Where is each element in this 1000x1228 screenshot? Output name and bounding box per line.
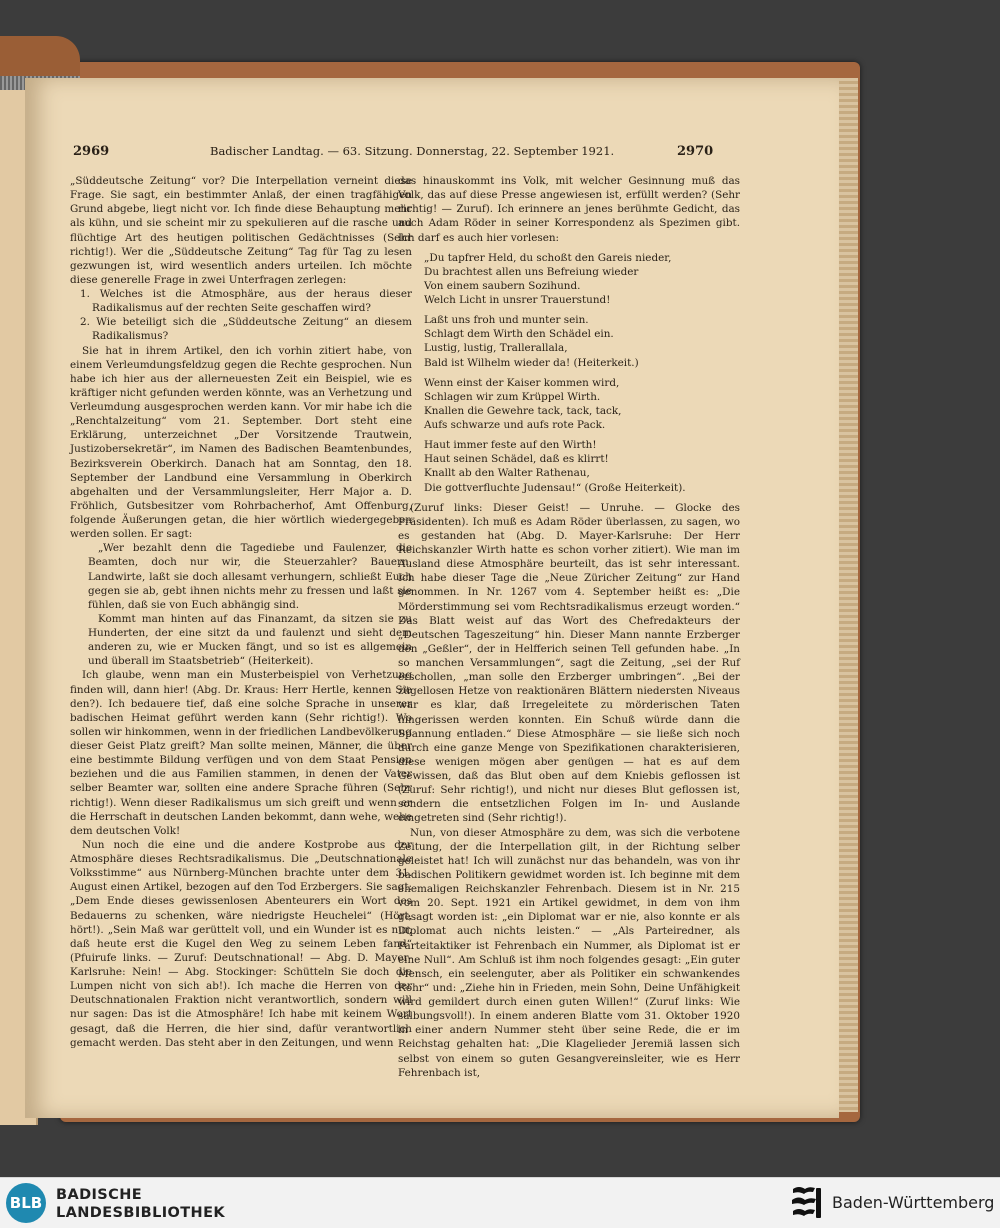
poem-line: Von einem saubern Sozihund. [424,279,581,292]
poem-line: Knallt ab den Walter Rathenau, [424,467,590,480]
footer-bar [0,1177,1000,1228]
poem-line: Haut seinen Schädel, daß es klirrt! [424,453,609,466]
paragraph: Nun noch die eine und die andere Kostprobe aus der Atmosphäre dieses Rechtsradikalismus. Die „Deutschnationale Volksstimme“ aus Nürnberg-München brachte unter dem 31. August einen Artikel, bezogen auf den Tod Erzbergers. Sie sagt: „Dem Ende dieses gewissenlosen Abenteurers ein Wort des Bedauerns zu schenken, wäre niedrigste Heuchelei“ (Hört, hört!). „Sein Maß war gerüttelt voll, und ein Wunder ist es nur, daß heute erst die Kugel den Weg zu seinem Leben fand“ (Pfuirufe links. — Zuruf: Deutschnational! — Abg. D. Mayer-Karlsruhe: Nein! — Abg. Stockinger: Schütteln Sie doch die Lumpen nicht von sich ab!). Ich mache die Herren von der Deutschnationalen Fraktion nicht verantwortlich, sondern will nur sagen: Das ist die Atmosphäre! Ich habe mit keinem Wort gesagt, daß die Herren, die hier sind, dafür verantwortlich gemacht werden. Das steht aber in den Zeitungen, und wenn [70,838,412,1049]
poem [398,251,740,495]
text-column-right [398,174,740,1080]
poem-line: Laßt uns froh und munter sein. [424,314,589,327]
poem-line: „Du tapfrer Held, du schoßt den Gareis nieder, [424,251,672,264]
numbered-question: 2. Wie beteiligt sich die „Süddeutsche Zeitung“ an diesem Radikalismus? [80,316,412,343]
poem-line: Knallen die Gewehre tack, tack, tack, [424,404,622,417]
baden-wuerttemberg-lions-icon [790,1184,824,1222]
library-name-line2: LANDESBIBLIOTHEK [56,1205,226,1221]
paragraph: das hinauskommt ins Volk, mit welcher Gesinnung muß das Volk, das auf diese Presse angewiesen ist, erfüllt werden? (Sehr richtig! — Zuruf). Ich erinnere an jenes berühmte Gedicht, das auch Adam Röder in seiner Korrespondenz als Spezimen gibt. Ich darf es auch hier vorlesen: [398,175,740,244]
paragraph: (Zuruf links: Dieser Geist! — Unruhe. — Glocke des Präsidenten). Ich muß es Adam Röder überlassen, zu sagen, wo es gestanden hat (Abg. D. Mayer-Karlsruhe: Der Herr Reichskanzler Wirth hatte es schon vorher zitiert). Wie man im Ausland diese Atmosphäre beurteilt, das ist sehr interessant. Ich habe dieser Tage die „Neue Züricher Zeitung“ zur Hand genommen. In Nr. 1267 vom 4. September heißt es: „Die Mörderstimmung sei vom Rechtsradikalismus erzeugt worden.“ Das Blatt weist auf das Wort des Chefredakteurs der „Deutschen Tageszeitung“ hin. Dieser Mann nannte Erzberger den „Geßler“, der in Helfferich seinen Tell gefunden habe. „In so manchen Versammlungen“, sagt die Zeitung, „sei der Ruf erschollen, „man solle den Erzberger umbringen“. „Bei der zügellosen Hetze von reaktionären Blättern niedersten Niveaus war es klar, daß Irregeleitete zu mörderischen Taten hingerissen werden konnten. Ein Schuß würde dann die Spannung entladen.“ Diese Atmosphäre — sie ließe sich noch durch eine ganze Menge von Spezifikationen charakterisieren, diese wenigen mögen aber genügen — hat es auf dem Gewissen, daß das Blut oben auf dem Kniebis geflossen ist (Zuruf: Sehr richtig!), und nicht nur dieses Blut geflossen ist, sondern die entsetzlichen Folgen im In- und Auslande eingetreten sind (Sehr richtig!). [398,501,740,825]
text-column-left [70,174,412,1050]
state-name: Baden-Württemberg [832,1193,995,1212]
paragraph: Sie hat in ihrem Artikel, den ich vorhin zitiert habe, von einem Verleumdungsfeldzug gegen die Rechte gesprochen. Nun habe ich hier aus der allerneuesten Zeit ein Beispiel, wie es kräftiger nicht gefunden werden könnte, was an Verhetzung und Verleumdung ausgesprochen werden kann. Vor mir habe ich die „Renchtalzeitung“ vom 21. September. Dort steht eine Erklärung, unterzeichnet „Der Vorsitzende Trautwein, Justizobersekretär“, im Namen des Badischen Beamtenbundes, Bezirksverein Oberkirch. Danach hat am Sonntag, den 18. September der Landbund eine Versammlung in Oberkirch abgehalten und der Versammlungsleiter, Herr Major a. D. Fröhlich, Gutsbesitzer vom Rohrbacherhof, Amt Offenburg, folgende Äußerungen getan, die hier wörtlich wiedergegeben werden sollen. Er sagt: [70,344,412,541]
poem-stanza [424,376,740,433]
poem-line: Bald ist Wilhelm wieder da! (Heiterkeit.) [424,356,639,369]
book-page [25,78,839,1118]
blb-logo[interactable]: BLB [6,1183,46,1223]
paragraph: „Süddeutsche Zeitung“ vor? Die Interpellation verneint diese Frage. Sie sagt, ein bestimmter Anlaß, der einen tragfähigen Grund abgebe, liegt nicht vor. Ich finde diese Behauptung mehr als kühn, und sie scheint mir zu spekulieren auf die rasche und flüchtige Art des heutigen politischen Gedächtnisses (Sehr richtig!). Wer die „Süddeutsche Zeitung“ Tag für Tag zu lesen gezwungen ist, wird wesentlich anders urteilen. Ich möchte diese generelle Frage in zwei Unterfragen zerlegen: [70,175,412,286]
poem-line: Lustig, lustig, Trallerallala, [424,342,568,355]
poem-line: Die gottverfluchte Judensau!“ (Große Heiterkeit). [424,481,686,494]
poem-stanza [424,438,740,495]
poem-line: Haut immer feste auf den Wirth! [424,439,597,452]
quoted-passage: „Wer bezahlt denn die Tagediebe und Faulenzer, die Beamten, doch nur wir, die Steuerzahler? Bauern, Landwirte, laßt sie doch allesamt verhungern, schließt Euch gegen sie ab, gebt ihnen nichts mehr zu fressen und laßt sie fühlen, daß sie von Euch abhängig sind. [88,542,412,611]
poem-line: Welch Licht in unsrer Trauerstund! [424,294,611,306]
poem-stanza [424,313,740,370]
running-header: Badischer Landtag. — 63. Sitzung. Donnerstag, 22. September 1921. [210,144,615,158]
page-number-right: 2970 [677,144,714,159]
paragraph: Ich glaube, wenn man ein Musterbeispiel von Verhetzung finden will, dann hier! (Abg. Dr. Kraus: Herr Hertle, kennen Sie den?). Ich bedauere tief, daß eine solche Sprache in unserer badischen Heimat geführt werden kann (Sehr richtig!). Wo sollen wir hinkommen, wenn in der friedlichen Landbevölkerung dieser Geist Platz greift? Man sollte meinen, Männer, die über eine bestimmte Bildung verfügen und von dem Staat Pension beziehen und die aus Familien stammen, in denen der Vater selber Beamter war, sollten eine andere Sprache führen (Sehr richtig!). Wenn dieser Radikalismus um sich greift und wenn er die Herrschaft in deutschen Landen bekommt, dann wehe, wehe dem deutschen Volk! [70,669,412,837]
numbered-question: 1. Welches ist die Atmosphäre, aus der heraus dieser Radikalismus auf der rechten Seite geschaffen wird? [80,288,412,315]
poem-stanza [424,251,740,308]
poem-line: Schlagt dem Wirth den Schädel ein. [424,328,614,341]
poem-line: Schlagen wir zum Krüppel Wirth. [424,390,601,403]
paragraph: Nun, von dieser Atmosphäre zu dem, was sich die verbotene Zeitung, der die Interpellation gilt, in der Richtung selber geleistet hat! Ich will zunächst nur das behandeln, was von ihr badischen Politikern gewidmet worden ist. Ich beginne mit dem ehemaligen Reichskanzler Fehrenbach. Diesem ist in Nr. 215 vom 20. Sept. 1921 ein Artikel gewidmet, in dem von ihm gesagt worden ist: „ein Diplomat war er nie, also konnte er als Diplomat auch nichts leisten.“ — „Als Parteiredner, als Parteitaktiker ist Fehrenbach ein Nummer, als Diplomat ist er eine Null“. Am Schluß ist ihm noch folgendes gesagt: „Ein guter Mensch, ein seelenguter, aber als Politiker ein schwankendes Rohr“ und: „Ziehe hin in Frieden, mein Sohn, Deine Unfähigkeit wird gemildert durch einen guten Willen!“ (Zuruf links: Wie salbungsvoll!). In einem anderen Blatte vom 31. Oktober 1920 in einer andern Nummer steht über seine Rede, die er im Reichstag gehalten hat: „Die Klagelieder Jeremiä lassen sich selbst von einem so guten Gesangvereinsleiter, wie es Herr Fehrenbach ist, [398,826,740,1079]
page-stack-edge [836,78,858,1112]
library-name-line1: BADISCHE [56,1187,143,1203]
poem-line: Du brachtest allen uns Befreiung wieder [424,265,639,278]
poem-line: Aufs schwarze und aufs rote Pack. [424,419,606,431]
poem-line: Wenn einst der Kaiser kommen wird, [424,376,620,389]
page-number-left: 2969 [73,144,110,159]
quoted-passage: Kommt man hinten auf das Finanzamt, da sitzen sie zu Hunderten, der eine sitzt da und faulenzt und sieht dem anderen zu, wie er Mucken fängt, und so ist es allgemein und überall im Staatsbetrieb“ (Heiterkeit). [88,612,412,668]
